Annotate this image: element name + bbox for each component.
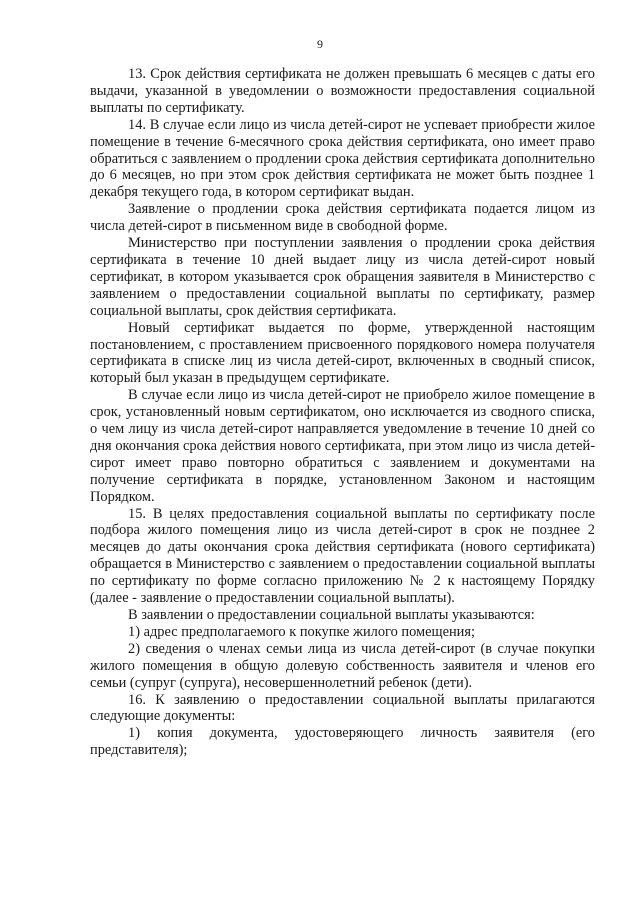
paragraph-exclusion-from-list: В случае если лицо из числа детей-сирот не приобрело жилое помещение в срок, установленный новым сертификатом, оно исключается из сводного списка, о чем лицу из числа детей-сирот направляется уведомление в течение 10 дней со дня окончания срока действия нового сертификата, при этом лицо из числа детей-сирот имеет право повторно обратиться с заявлением и документами на получение сертификата в порядке, установленном Законом и настоящим Порядком. xyxy=(90,387,595,505)
list-item-2-family-members: 2) сведения о членах семьи лица из числа детей-сирот (в случае покупки жилого помещения в общую долевую собственность заявителя и членов его семьи (супруг (супруга), несовершеннолетний ребенок (дети). xyxy=(90,640,595,691)
list-item-1-identity-document: 1) копия документа, удостоверяющего личность заявителя (его представителя); xyxy=(90,725,595,759)
list-item-1-address: 1) адрес предполагаемого к покупке жилого помещения; xyxy=(128,623,475,640)
paragraph-extension-application: Заявление о продлении срока действия сертификата подается лицом из числа детей-сирот в письменном виде в свободной форме. xyxy=(90,201,595,235)
paragraph-14-extension-right: 14. В случае если лицо из числа детей-сирот не успевает приобрести жилое помещение в течение 6-месячного срока действия сертификата, оно имеет право обратиться с заявлением о продлении срока действия сертификата дополнительно до 6 месяцев, но при этом срок действия сертификата не может быть позднее 1 декабря текущего года, в котором сертификат выдан. xyxy=(90,116,595,201)
paragraph-15-payment-application: 15. В целях предоставления социальной выплаты по сертификату после подбора жилого помещения лицо из числа детей-сирот в срок не позднее 2 месяцев до даты окончания срока действия сертификата (нового сертификата) обращается в Министерство с заявлением о предоставлении социальной выплаты по сертификату по форме согласно приложению № 2 к настоящему Порядку (далее - заявление о предоставлении социальной выплаты). xyxy=(90,505,595,607)
page-number: 9 xyxy=(317,37,323,51)
document-body xyxy=(90,66,595,759)
paragraph-application-contents-intro: В заявлении о предоставлении социальной выплаты указываются: xyxy=(128,607,535,623)
paragraph-16-attached-documents: 16. К заявлению о предоставлении социальной выплаты прилагаются следующие документы: xyxy=(90,691,595,725)
paragraph-new-certificate-form: Новый сертификат выдается по форме, утвержденной настоящим постановлением, с проставлением присвоенного порядкового номера получателя сертификата в списке лиц из числа детей-сирот, включенных в сводный список, который был указан в предыдущем сертификате. xyxy=(90,319,595,387)
paragraph-13-certificate-validity: 13. Срок действия сертификата не должен превышать 6 месяцев с даты его выдачи, указанной в уведомлении о возможности предоставления социальной выплаты по сертификату. xyxy=(90,66,595,116)
paragraph-ministry-new-certificate: Министерство при поступлении заявления о продлении срока действия сертификата в течение 10 дней выдает лицу из числа детей-сирот новый сертификат, в котором указывается срок обращения заявителя в Министерство с заявлением о предоставлении социальной выплаты по сертификату, размер социальной выплаты, срок действия сертификата. xyxy=(90,235,595,319)
